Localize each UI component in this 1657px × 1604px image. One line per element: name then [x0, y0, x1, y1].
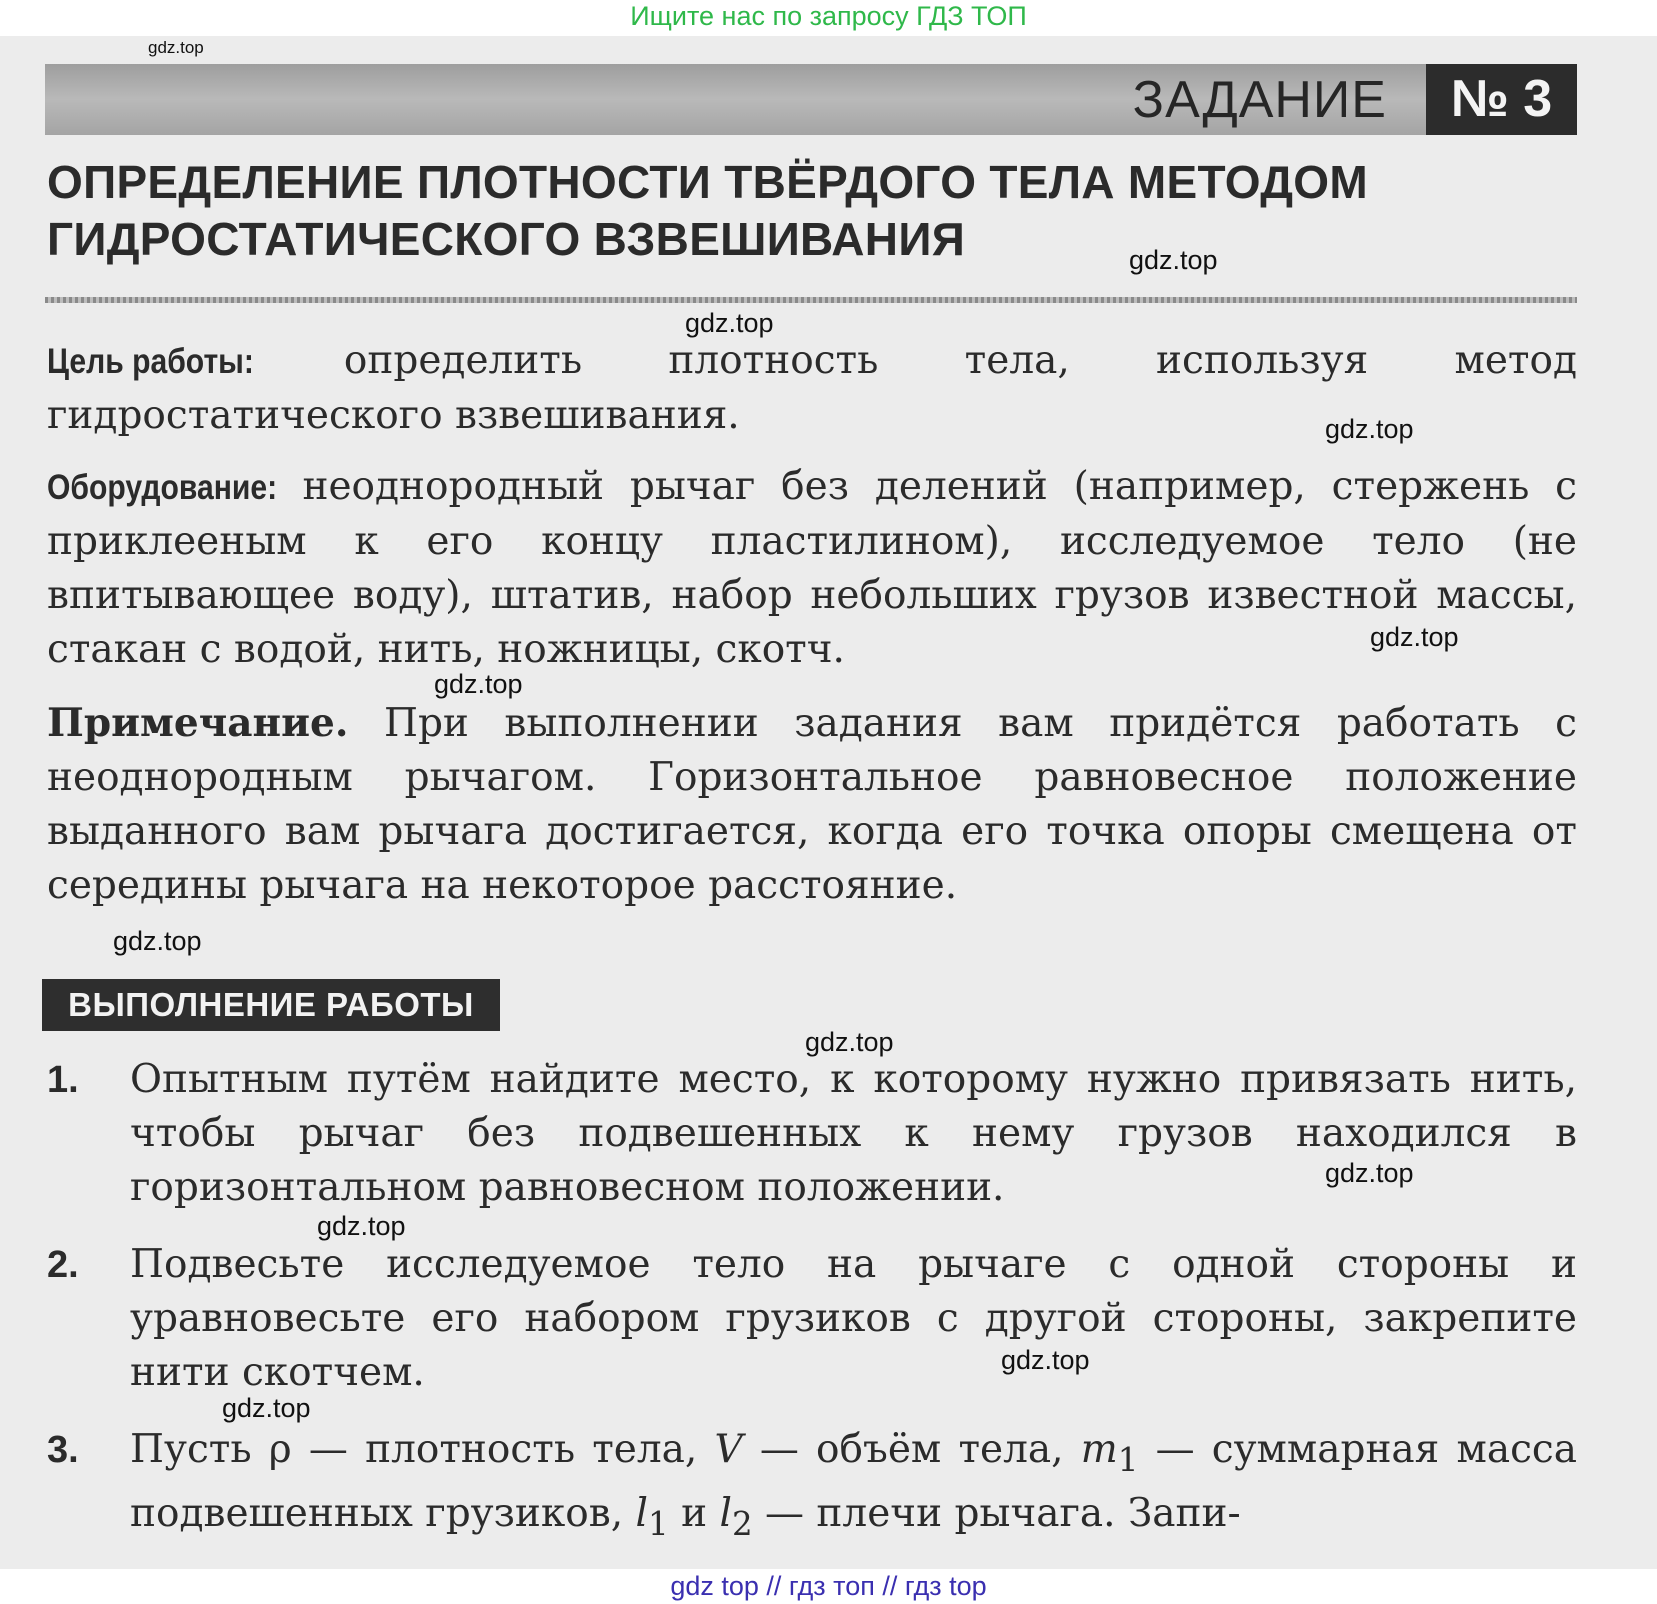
watermark: gdz.top [1370, 622, 1459, 652]
step-number: 1. [47, 1059, 79, 1101]
watermark: gdz.top [1325, 414, 1414, 444]
title-line-1: ОПРЕДЕЛЕНИЕ ПЛОТНОСТИ ТВЁРДОГО ТЕЛА МЕТОДОМ [47, 156, 1369, 208]
goal-label: Цель работы: [47, 342, 254, 381]
watermark: gdz.top [805, 1027, 894, 1057]
step-text: Опытным путём найдите место, к которому нужно привязать нить, чтобы рычаг без подвешенных к нему грузов находился в горизонтальном равновесном положении. [130, 1057, 1577, 1210]
note-label: Примечание. [47, 700, 349, 746]
note-paragraph [47, 696, 1577, 913]
watermark: gdz.top [434, 669, 523, 699]
watermark: gdz.top [685, 308, 774, 338]
page-title [47, 154, 1587, 268]
goal-text: определить плотность тела, используя метод гидростатического взвешивания. [47, 338, 1577, 438]
watermark: gdz.top [222, 1393, 311, 1423]
equipment-text: неоднородный рычаг без делений (например, стержень с приклееным к его концу пластилином), исследуемое тело (не впитывающее воду), штатив, набор небольших грузов известной массы, стакан с водой, нить, ножницы, скотч. [47, 464, 1577, 672]
step-number: 3. [47, 1429, 79, 1471]
task-number: № 3 [1426, 64, 1577, 135]
bottom-banner[interactable]: gdz top // гдз топ // гдз top [0, 1569, 1657, 1604]
title-line-2: ГИДРОСТАТИЧЕСКОГО ВЗВЕШИВАНИЯ [47, 213, 966, 265]
watermark: gdz.top [113, 926, 202, 956]
step-2 [47, 1238, 1577, 1400]
step-number: 2. [47, 1244, 79, 1286]
watermark: gdz.top [1325, 1158, 1414, 1188]
step-text: Подвесьте исследуемое тело на рычаге с одной стороны и уравновесьте его набором грузиков с другой стороны, закрепите нити скотчем. [130, 1242, 1577, 1395]
watermark: gdz.top [148, 38, 204, 57]
task-label: ЗАДАНИЕ [1132, 71, 1387, 129]
section-heading: ВЫПОЛНЕНИЕ РАБОТЫ [42, 979, 500, 1031]
note-text: При выполнении задания вам придётся работать с неоднородным рычагом. Горизонтальное равновесное положение выданного вам рычага достигается, когда его точка опоры смещена от середины рычага на некоторое расстояние. [47, 701, 1577, 908]
step-3 [47, 1423, 1577, 1551]
equipment-paragraph [47, 460, 1577, 677]
watermark: gdz.top [1129, 245, 1218, 275]
step-text: Пусть ρ — плотность тела, V — объём тела, $m_1$ — суммарная масса подвешенных грузиков, $l_1$ и $l_2$ — плечи рычага. Запи- [130, 1427, 1578, 1543]
top-banner[interactable]: Ищите нас по запросу ГДЗ ТОП [0, 0, 1657, 36]
task-header-bar [45, 64, 1577, 135]
watermark: gdz.top [1001, 1345, 1090, 1375]
watermark: gdz.top [317, 1211, 406, 1241]
divider [45, 297, 1577, 303]
step-1 [47, 1053, 1577, 1215]
equipment-label: Оборудование: [47, 468, 278, 507]
